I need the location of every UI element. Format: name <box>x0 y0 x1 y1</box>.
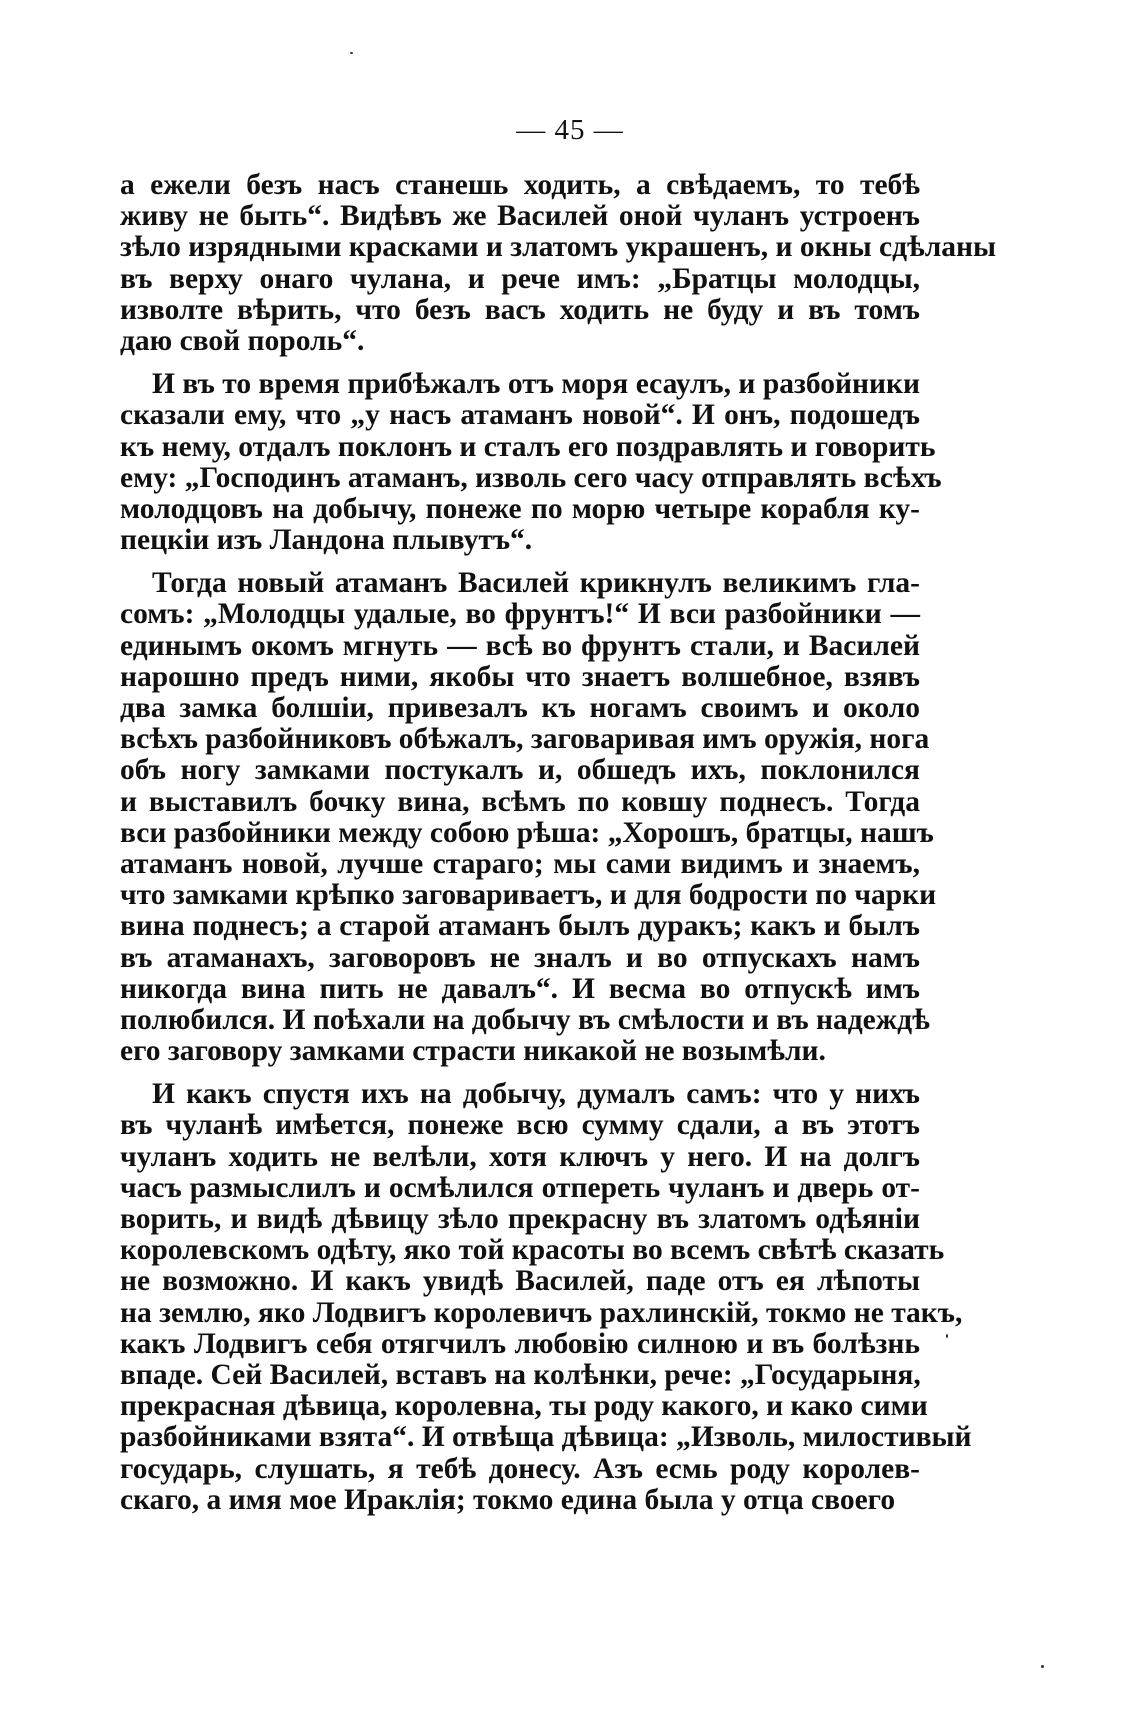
text-line: въ верху онаго чулана, и рече имъ: „Братцы молодцы, <box>120 262 920 295</box>
text-line: къ нему, отдалъ поклонъ и сталъ его поздравлять и говорить <box>120 430 936 463</box>
text-line: впаде. Сей Василей, вставъ на колѣнки, рече: „Государыня, <box>120 1358 921 1391</box>
text-line: чуланъ ходить не велѣли, хотя ключъ у него. И на долгъ <box>120 1140 920 1173</box>
paragraph-2 <box>120 368 942 557</box>
text-line: сказали ему, что „у насъ атаманъ новой“. И онъ, подошедъ <box>120 399 920 432</box>
text-line: ворить, и видѣ дѣвицу зѣло прекрасну въ златомъ одѣяніи <box>120 1203 920 1235</box>
text-line: въ атаманахъ, заговоровъ не зналъ и во отпускахъ намъ <box>120 941 920 974</box>
paragraph-4 <box>120 1078 972 1516</box>
text-line: скаго, а имя мое Ираклія; токмо едина была у отца своего <box>120 1483 896 1516</box>
text-line: сомъ: „Молодцы удалые, во фрунтъ!“ И вси разбойники — <box>120 598 920 631</box>
text-line: часъ размыслилъ и осмѣлился отпереть чуланъ и дверь от- <box>120 1171 920 1204</box>
text-line: прекрасная дѣвица, королевна, ты роду какого, и како сими <box>120 1390 928 1423</box>
text-line: его заговору замками страсти никакой не возымѣли. <box>120 1035 826 1068</box>
text-line: объ ногу замками постукалъ и, обшедъ ихъ, поклонился <box>120 754 920 787</box>
text-line: нарошно предъ ними, якобы что знаетъ волшебное, взявъ <box>120 660 920 693</box>
text-line: единымъ окомъ мгнуть — всѣ во фрунтъ стали, и Василей <box>120 629 920 662</box>
text-block <box>120 169 997 1516</box>
page-number: — 45 — <box>516 114 624 146</box>
text-line: въ чуланѣ имѣется, понеже всю сумму сдали, а въ этотъ <box>120 1109 920 1142</box>
text-line: и выставилъ бочку вина, всѣмъ по ковшу поднесъ. Тогда <box>120 785 920 818</box>
text-line: И въ то время прибѣжалъ отъ моря есаулъ, и разбойники <box>152 368 920 401</box>
text-line: государь, слушать, я тебѣ донесу. Азъ есмь роду королев- <box>120 1452 920 1485</box>
text-line: два замка болшіи, привезалъ къ ногамъ своимъ и около <box>120 692 920 724</box>
text-line: зѣло изрядными красками и златомъ украшенъ, и окны сдѣланы <box>120 231 997 264</box>
scan-speck <box>350 52 353 54</box>
text-line: изволте вѣрить, что безъ васъ ходить не буду и въ томъ <box>120 293 920 326</box>
text-line: ему: „Господинъ атаманъ, изволь сего часу отправлять всѣхъ <box>120 461 942 494</box>
text-line: молодцовъ на добычу, понеже по морю четыре корабля ку- <box>120 492 920 525</box>
paragraph-1 <box>120 169 997 357</box>
text-line: вси разбойники между собою рѣша: „Хорошъ, братцы, нашъ <box>120 816 934 849</box>
text-line: на землю, яко Лодвигъ королевичъ рахлинскій, токмо не такъ, <box>120 1296 963 1329</box>
text-line: не возможно. И какъ увидѣ Василей, паде отъ ея лѣпоты <box>120 1265 920 1298</box>
paragraph-3 <box>120 567 937 1068</box>
text-line: разбойниками взята“. И отвѣща дѣвица: „Изволь, милостивый <box>120 1421 972 1454</box>
text-line: королевскомъ одѣту, яко той красоты во всемъ свѣтѣ сказать <box>120 1234 945 1267</box>
text-line: какъ Лодвигъ себя отягчилъ любовію силною и въ болѣзнь <box>120 1327 920 1360</box>
scan-speck <box>946 1334 948 1338</box>
text-line: полюбился. И поѣхали на добычу въ смѣлости и въ надеждѣ <box>120 1003 930 1036</box>
text-line: Тогда новый атаманъ Василей крикнулъ великимъ гла- <box>152 567 920 600</box>
scan-speck <box>1041 1665 1044 1668</box>
text-line: а ежели безъ насъ станешь ходить, а свѣдаемъ, то тебѣ <box>120 169 920 201</box>
text-line: вина поднесъ; а старой атаманъ былъ дуракъ; какъ и былъ <box>120 910 920 943</box>
text-line: живу не быть“. Видѣвъ же Василей оной чуланъ устроенъ <box>120 200 920 233</box>
text-line: даю свой пороль“. <box>120 324 365 357</box>
text-line: И какъ спустя ихъ на добычу, думалъ самъ: что у нихъ <box>152 1078 920 1111</box>
text-line: всѣхъ разбойниковъ обѣжалъ, заговаривая имъ оружія, нога <box>120 723 930 756</box>
text-line: пецкіи изъ Ландона плывутъ“. <box>120 524 533 557</box>
text-line: атаманъ новой, лучше стараго; мы сами видимъ и знаемъ, <box>120 847 920 880</box>
text-line: что замками крѣпко заговариваетъ, и для бодрости по чарки <box>120 879 937 912</box>
text-line: никогда вина пить не давалъ“. И весма во отпускѣ имъ <box>120 972 920 1005</box>
